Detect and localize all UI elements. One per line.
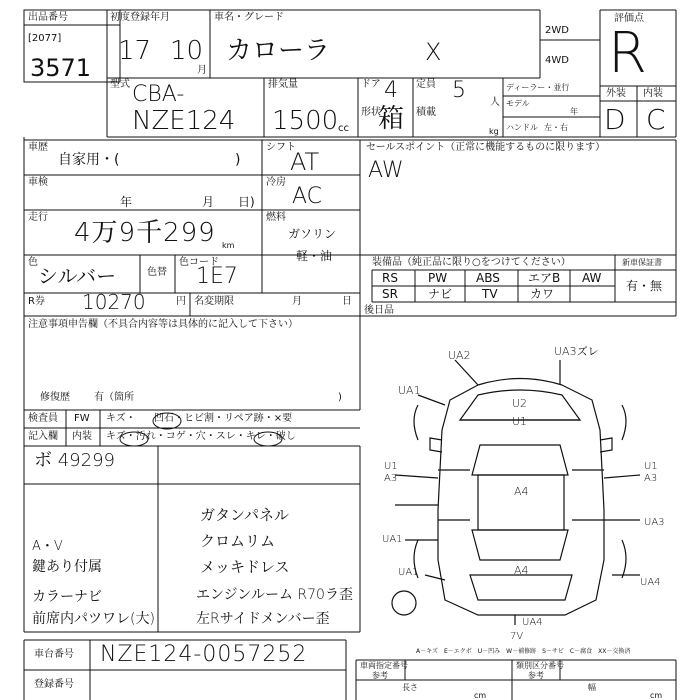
ref-label-1: 車両指定番号 <box>360 661 408 670</box>
usage-value: 自家用・( <box>58 152 120 168</box>
mark-a3-right: A3 <box>644 473 658 484</box>
reg-month-unit: 月 <box>197 65 207 76</box>
score-label: 評価点 <box>614 13 644 24</box>
sales-value: AW <box>368 158 404 183</box>
equip-pw: PW <box>428 271 448 285</box>
recycle-unit: 円 <box>176 296 186 307</box>
drive-2wd: 2WD <box>545 25 569 36</box>
repair-value: 有（箇所 <box>94 392 134 403</box>
lot-label: 出品番号 <box>28 12 68 23</box>
ac-value: AC <box>292 184 323 209</box>
nameplate-label: 名変期限 <box>194 296 234 307</box>
inspect-day: 日) <box>238 195 255 209</box>
cap-unit: 人 <box>490 97 500 108</box>
ref-sub-1: 参考 <box>372 671 388 680</box>
note-10: 左Rサイドメンバー歪 <box>196 611 330 627</box>
inspector-scratch: キズ・ <box>106 413 136 424</box>
lot-code: [2077] <box>28 33 62 44</box>
disp-label: 排気量 <box>268 79 298 90</box>
mark-ua1-front: UA1 <box>398 384 421 397</box>
color-label: 色 <box>28 257 38 268</box>
door-label: ドア <box>361 79 381 90</box>
int-value: C <box>646 103 666 136</box>
note-5: 鍵あり付属 <box>32 559 102 575</box>
inspect-year: 年 <box>120 195 133 209</box>
inspect-label: 車検 <box>28 177 48 188</box>
equip-navi: ナビ <box>428 287 453 301</box>
ext-label: 外装 <box>606 88 626 99</box>
equip-airbag: エアB <box>528 271 561 285</box>
name-label: 車名・グレード <box>214 12 284 23</box>
mileage-unit: km <box>222 241 235 250</box>
recycle-value: 10270 <box>82 290 146 314</box>
record-label: 記入欄 <box>28 431 58 442</box>
mileage-value: 4万9千299 <box>74 218 216 248</box>
cap-label: 定員 <box>416 79 436 90</box>
handle-value: 左・右 <box>544 123 568 132</box>
type-label: 型式 <box>110 79 130 90</box>
recycle-label: R券 <box>28 296 45 307</box>
mark-ua1-rear: UA1 <box>398 567 419 578</box>
repair-label: 修復歴 <box>40 392 70 403</box>
load-unit: kg <box>489 127 499 136</box>
nameplate-day: 日 <box>342 296 352 307</box>
shape-value: 箱 <box>378 104 405 134</box>
mark-ua4-right: UA4 <box>640 577 661 588</box>
plate-label: 登録番号 <box>34 679 74 690</box>
car-name: カローラ <box>226 36 331 66</box>
wid-label: 幅 <box>588 683 596 692</box>
shift-value: AT <box>290 148 320 176</box>
mark-ua3: UA3ズレ <box>554 345 599 358</box>
disp-unit: cc <box>338 123 349 134</box>
door-value: 4 <box>384 78 398 103</box>
equip-tv: TV <box>482 287 498 301</box>
usage-label: 車歴 <box>28 142 48 153</box>
inspector-fw: FW <box>74 413 90 424</box>
note-2: ガタンパネル <box>200 506 289 524</box>
mark-u1-right: U1 <box>644 461 658 472</box>
model-label: モデル <box>506 99 530 108</box>
note-9: 前席内パツワレ(大) <box>32 611 155 627</box>
handle-label: ハンドル <box>506 123 538 132</box>
equip-leather: カワ <box>530 287 555 301</box>
equip-abs: ABS <box>476 271 500 285</box>
ref-label-2: 類別区分番号 <box>516 661 564 670</box>
chassis-value: NZE124-0057252 <box>100 642 308 667</box>
drive-4wd: 4WD <box>545 55 569 66</box>
mark-u1-hood: U1 <box>512 415 528 428</box>
mark-u1-left: U1 <box>384 461 398 472</box>
model-year: 年 <box>570 107 578 116</box>
grade: X <box>425 38 442 66</box>
equip-sr: SR <box>382 287 398 301</box>
type-line1: CBA- <box>132 82 185 107</box>
color-code-label: 色コード <box>179 257 219 268</box>
note-3: A・V <box>32 539 63 554</box>
mark-a4-trunk: A4 <box>514 564 529 577</box>
disp-value: 1500 <box>272 106 339 136</box>
repair-close: ) <box>338 392 342 403</box>
reg-year: 17 <box>118 36 152 66</box>
lot-number: 3571 <box>30 54 92 82</box>
warranty-value: 有・無 <box>626 279 663 293</box>
len-label: 長さ <box>402 683 418 692</box>
mark-a3-left: A3 <box>384 473 398 484</box>
equipment-label: 装備品（純正品に限り○をつけてください） <box>372 257 571 268</box>
wid-unit: cm <box>650 691 663 700</box>
equip-aw: AW <box>582 271 602 285</box>
mark-ua4-rear: UA4 <box>522 617 543 628</box>
note-8: エンジンルーム R70ラ歪 <box>196 587 353 603</box>
reg-month: 10 <box>170 36 204 66</box>
ac-label: 冷房 <box>266 177 286 188</box>
mark-7v: 7V <box>510 631 524 642</box>
note-4: クロムリム <box>200 532 276 550</box>
sales-label: セールスポイント（正常に機能するものに限ります） <box>366 142 606 153</box>
type-line2: NZE124 <box>132 106 236 136</box>
len-unit: cm <box>474 691 487 700</box>
warranty-label: 新車保証書 <box>622 258 662 267</box>
color-code-value: 1E7 <box>196 264 238 289</box>
shift-label: シフト <box>266 142 296 153</box>
usage-close: ) <box>235 152 241 168</box>
score-value: R <box>608 21 647 86</box>
rear-label: 後日品 <box>364 305 394 316</box>
mark-a4-roof: A4 <box>514 485 529 498</box>
dealer-label: ディーラー・並行 <box>506 83 570 92</box>
nameplate-month: 月 <box>292 296 302 307</box>
equip-rs: RS <box>382 271 398 285</box>
shape-label: 形状 <box>361 107 381 118</box>
cap-value: 5 <box>452 78 466 103</box>
fuel-gasoline: ガソリン <box>288 227 337 241</box>
inspector-other: 凹石・ヒビ割・リペア跡・×要 <box>154 413 293 424</box>
mark-ua1-left: UA1 <box>382 534 403 545</box>
inspector-label: 検査員 <box>28 413 58 424</box>
ref-sub-2: 参考 <box>528 671 544 680</box>
legend: A－キズ E－エクボ U－凹み W－補修跡 S－サビ C－腐食 XX－交換済 <box>416 648 631 655</box>
inspect-month: 月 <box>202 195 215 209</box>
record-interior: 内装 <box>72 431 92 442</box>
mark-ua3-right: UA3 <box>644 517 665 528</box>
color-value: シルバー <box>38 264 117 288</box>
load-label: 積載 <box>416 107 436 118</box>
note-7: カラーナビ <box>32 589 102 605</box>
ext-value: D <box>604 103 626 136</box>
notes-label: 注意事項申告欄（不具合内容等は具体的に記入して下さい） <box>28 319 298 330</box>
note-1: ボ 49299 <box>34 450 115 471</box>
chassis-label: 車台番号 <box>34 649 74 660</box>
mark-u2: U2 <box>512 397 528 410</box>
fuel-label: 燃料 <box>266 212 286 223</box>
int-label: 内装 <box>643 88 663 99</box>
reg-label: 初度登録年月 <box>110 12 170 23</box>
mark-ua2: UA2 <box>448 349 471 362</box>
mileage-label: 走行 <box>28 212 48 223</box>
color-swap-label: 色替 <box>147 267 167 278</box>
record-items: キズ・汚れ・コゲ・穴・スレ・キレ・破し <box>106 431 296 442</box>
note-6: メッキドレス <box>200 558 290 576</box>
fuel-diesel: 軽・油 <box>296 249 333 263</box>
